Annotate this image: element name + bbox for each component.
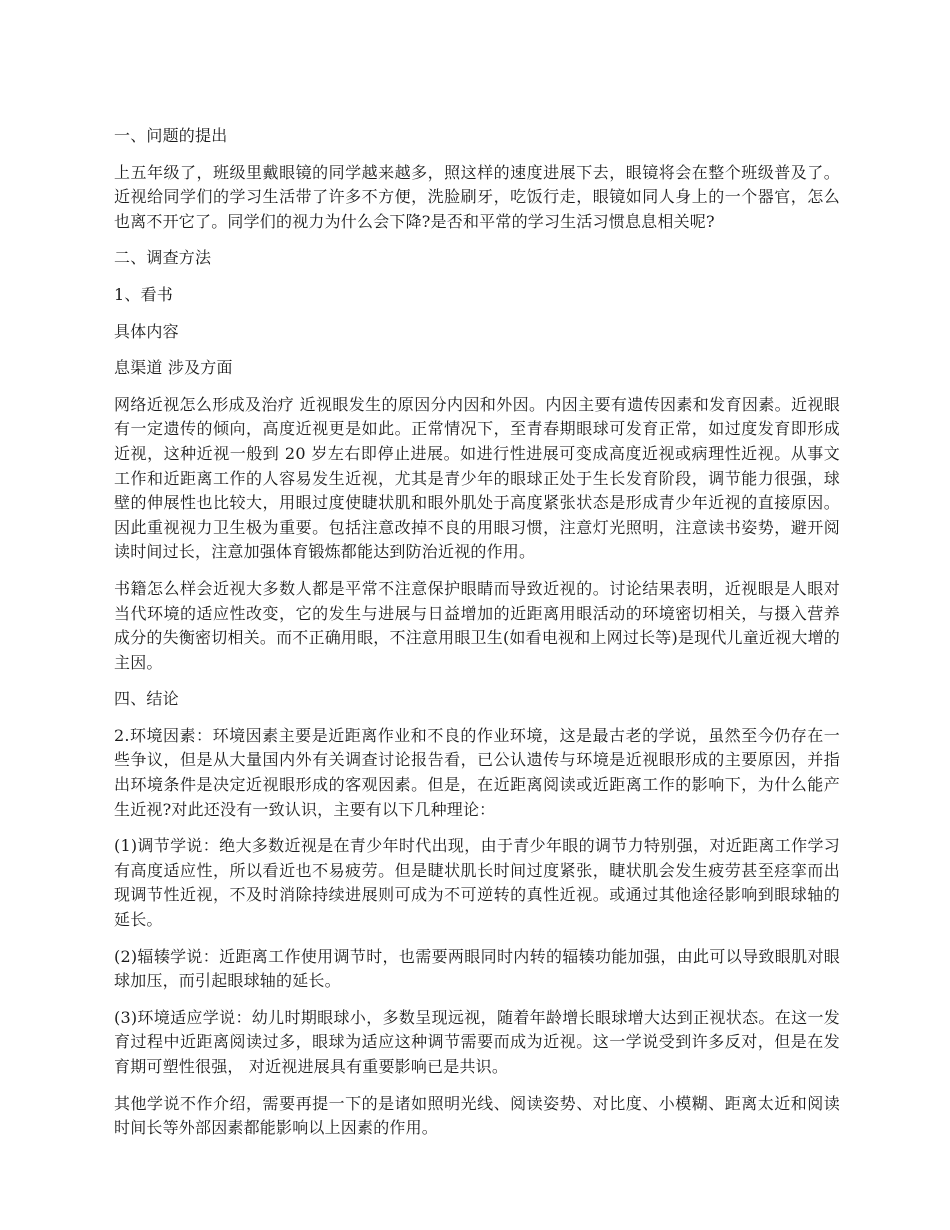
paragraph-network: 网络近视怎么形成及治疗 近视眼发生的原因分内因和外因。内因主要有遗传因素和发育因素。近视眼有一定遗传的倾向，高度近视更是如此。正常情况下，至青春期眼球可发育正常，如过度发育即形成近视，这种近视一般到 20 岁左右即停止进展。如进行性进展可变成高度近视或病理性近视。从事文工作和近距离工作的人容易发生近视，尤其是青少年的眼球正处于生长发育阶段，调节能力很强，球壁的伸展性也比较大，用眼过度使睫状肌和眼外肌处于高度紧张状态是形成青少年近视的直接原因。因此重视视力卫生极为重要。包括注意改掉不良的用眼习惯，注意灯光照明，注意读书姿势，避开阅读时间过长，注意加强体育锻炼都能达到防治近视的作用。 bbox=[114, 394, 840, 562]
paragraph-intro: 上五年级了，班级里戴眼镜的同学越来越多，照这样的速度进展下去，眼镜将会在整个班级普及了。近视给同学们的学习生活带了许多不方便，洗脸刷牙，吃饭行走，眼镜如同人身上的一个器官，怎么也离不开它了。同学们的视力为什么会下降?是否和平常的学习生活习惯息息相关呢? bbox=[114, 162, 840, 231]
heading-conclusion: 四、结论 bbox=[114, 689, 179, 709]
paragraph-books: 书籍怎么样会近视大多数人都是平常不注意保护眼睛而导致近视的。讨论结果表明，近视眼是人眼对当代环境的适应性改变，它的发生与进展与日益增加的近距离用眼活动的环境密切相关，与摄入营养成分的失衡密切相关。而不正确用眼，不注意用眼卫生(如看电视和上网过长等)是现代儿童近视大增的主因。 bbox=[114, 578, 840, 672]
paragraph-other: 其他学说不作介绍，需要再提一下的是诸如照明光线、阅读姿势、对比度、小模糊、距离太近和阅读时间长等外部因素都能影响以上因素的作用。 bbox=[114, 1093, 840, 1138]
paragraph-adaptation: (3)环境适应学说：幼儿时期眼球小，多数呈现远视，随着年龄增长眼球增大达到正视状态。在这一发育过程中近距离阅读过多，眼球为适应这种调节需要而成为近视。这一学说受到许多反对，但是在发育期可塑性很强， 对近视进展具有重要影响已是共识。 bbox=[114, 1007, 840, 1076]
paragraph-convergence: (2)辐辏学说：近距离工作使用调节时，也需要两眼同时内转的辐辏功能加强，由此可以导致眼肌对眼球加压，而引起眼球轴的延长。 bbox=[114, 946, 840, 991]
paragraph-accommodation: (1)调节学说：绝大多数近视是在青少年时代出现，由于青少年眼的调节力特别强，对近距离工作学习有高度适应性，所以看近也不易疲劳。但是睫状肌长时间过度紧张，睫状肌会发生疲劳甚至痉挛而出现调节性近视，不及时消除持续进展则可成为不可逆转的真性近视。或通过其他途径影响到眼球轴的延长。 bbox=[114, 836, 840, 930]
document-body bbox=[114, 124, 840, 1153]
subheading-reading: 1、看书 bbox=[114, 284, 173, 304]
paragraph-environment: 2.环境因素：环境因素主要是近距离作业和不良的作业环境，这是最古老的学说，虽然至今仍存在一些争议，但是从大量国内外有关调查讨论报告看，已公认遗传与环境是近视眼形成的主要原因，并指出环境条件是决定近视眼形成的客观因素。但是，在近距离阅读或近距离工作的影响下，为什么能产生近视?对此还没有一致认识，主要有以下几种理论： bbox=[114, 725, 840, 819]
label-channels: 息渠道 涉及方面 bbox=[114, 358, 233, 378]
heading-method: 二、调查方法 bbox=[114, 248, 212, 268]
heading-problem: 一、问题的提出 bbox=[114, 126, 228, 145]
label-content: 具体内容 bbox=[114, 321, 179, 341]
